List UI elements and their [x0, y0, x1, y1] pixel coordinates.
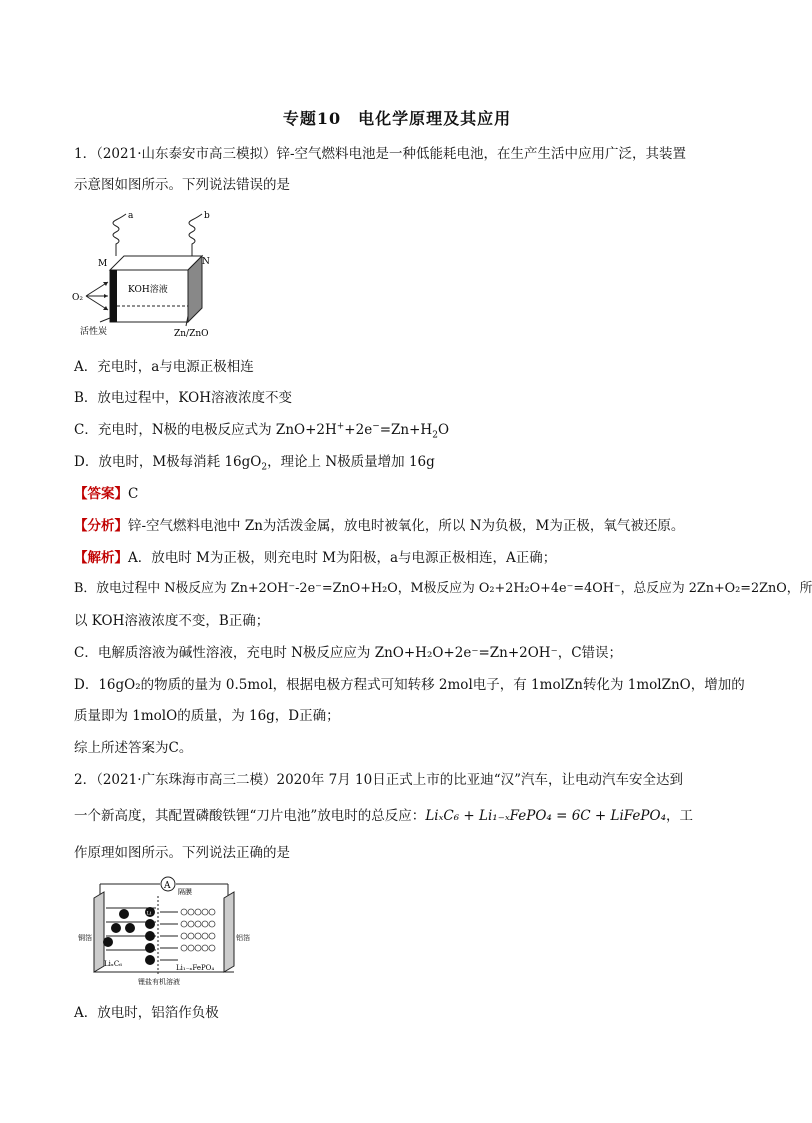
- q1-explain-a: 【解析】A．放电时 M为正极，则充电时 M为阳极，a与电源正极相连，A正确；: [74, 550, 557, 566]
- label-lixc6: LiₓC₆: [104, 960, 123, 968]
- label-cu-foil: 铜箔: [78, 934, 92, 942]
- q2-stem-line2: 一个新高度，其配置磷酸铁锂“刀片电池”放电时的总反应：LiₓC₆ + Li₁₋ₓFePO₄ = 6C + LiFePO₄，工: [74, 808, 693, 824]
- q1-option-d: D．放电时，M极每消耗 $16gO_2$，理论上 N极质量增加 16g: [74, 454, 435, 473]
- q1-analysis: 【分析】锌-空气燃料电池中 Zn为活泼金属，放电时被氧化，所以 N为负极，M为正极，氧气被还原。: [74, 518, 685, 534]
- q1-option-a: A．充电时，a与电源正极相连: [74, 359, 254, 375]
- label-zn: Zn/ZnO: [174, 329, 209, 339]
- page-title: 专题10 电化学原理及其应用: [282, 109, 512, 128]
- zinc-air-battery-figure: [70, 208, 230, 343]
- label-m: M: [98, 259, 108, 269]
- label-a: a: [128, 211, 134, 221]
- q1-answer: 【答案】C: [74, 486, 139, 502]
- label-electrolyte: 锂盐有机溶液: [138, 978, 180, 986]
- label-membrane: 隔膜: [178, 888, 192, 896]
- label-ammeter: A: [164, 881, 171, 891]
- q1-explain-d1: D．16gO₂的物质的量为 0.5mol，根据电极方程式可知转移 2mol电子，有 1molZn转化为 1molZnO，增加的: [74, 677, 745, 693]
- q1-option-c: C．充电时，N极的电极反应式为 $ZnO+2H^++2e^-=Zn+H_2O$: [74, 421, 450, 441]
- label-n: N: [202, 257, 210, 267]
- label-al-foil: 铝箔: [236, 934, 250, 942]
- label-li1xfepo4: Li₁₋ₓFePO₄: [176, 964, 215, 972]
- q2-reaction-formula: LiₓC₆ + Li₁₋ₓFePO₄ = 6C + LiFePO₄: [425, 808, 666, 824]
- q2-option-a: A．放电时，铝箔作负极: [74, 1005, 219, 1021]
- q2-stem-line3: 作原理如图所示。下列说法正确的是: [74, 845, 290, 861]
- q1-stem-line1: 1．（2021·山东泰安市高三模拟）锌-空气燃料电池是一种低能耗电池，在生产生活中应用广泛，其装置: [74, 146, 687, 162]
- label-koh: KOH溶液: [128, 285, 168, 295]
- q1-option-b: B．放电过程中，KOH溶液浓度不变: [74, 390, 292, 406]
- label-o2: O₂: [72, 293, 83, 303]
- q1-explain-c: C．电解质溶液为碱性溶液，充电时 N极反应应为 ZnO+H₂O+2e⁻=Zn+2OH⁻，C错误；: [74, 645, 623, 661]
- q1-explain-b1: B．放电过程中 N极反应为 Zn+2OH⁻-2e⁻=ZnO+H₂O，M极反应为 O₂+2H₂O+4e⁻=4OH⁻，总反应为 2Zn+O₂=2ZnO，所: [74, 581, 812, 596]
- label-b: b: [204, 211, 210, 221]
- q1-explain-b2: 以 KOH溶液浓度不变，B正确；: [74, 613, 270, 629]
- q1-stem-line2: 示意图如图所示。下列说法错误的是: [74, 177, 290, 193]
- label-carbon: 活性炭: [80, 327, 108, 337]
- label-li-ion: Li: [146, 910, 152, 917]
- q1-explain-d2: 质量即为 1molO的质量，为 16g，D正确；: [74, 708, 340, 724]
- q2-stem-line1: 2．（2021·广东珠海市高三二模）2020年 7月 10日正式上市的比亚迪“汉”汽车，让电动汽车安全达到: [74, 772, 683, 788]
- lithium-battery-figure: [78, 874, 248, 994]
- q1-summary: 综上所述答案为C。: [74, 740, 193, 756]
